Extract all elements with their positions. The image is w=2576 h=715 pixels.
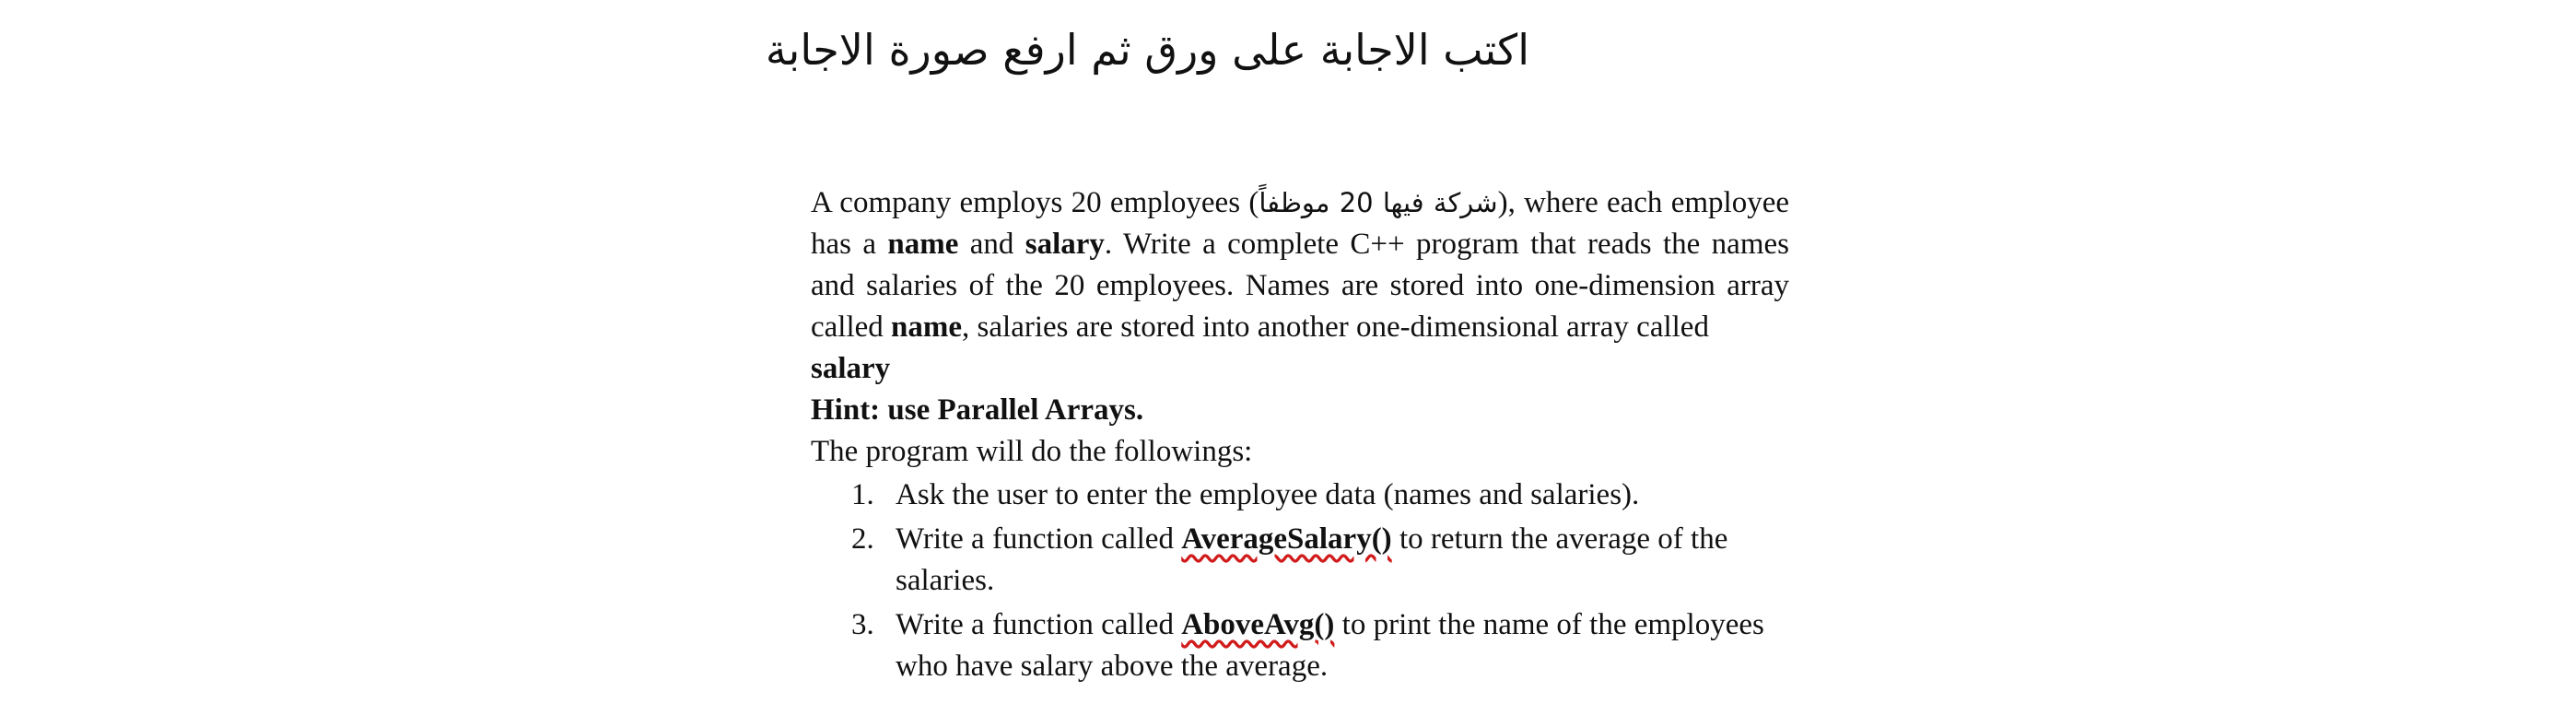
function-above-avg: AboveAvg() [1181,608,1335,641]
task-list [811,475,1789,687]
task-text-1: Ask the user to enter the employee data (names and salaries). [896,478,1640,511]
arabic-instruction-heading: اكتب الاجابة على ورق ثم ارفع صورة الاجابة [765,25,1529,75]
intro-line: The program will do the followings: [811,435,1253,468]
function-average-salary: AverageSalary() [1181,522,1392,556]
hint-line [811,390,1789,431]
arabic-translation-note: شركة فيها 20 موظفاً [1259,187,1498,218]
task-number-2: 2. [851,522,874,556]
question-body [811,182,1789,687]
bold-name-word: name [887,228,959,261]
task-item-3 [811,604,1789,687]
task-text-2-before: Write a function called [896,522,1182,556]
paragraph-text-2: ), where each employee has a [811,186,1789,261]
paragraph-text-1: A company employs 20 employees ( [811,186,1259,219]
problem-paragraph [811,182,1789,390]
bold-salary-array: salary [811,352,891,385]
paragraph-text-5: , salaries are stored into another one-dimensional array called [962,311,1709,344]
paragraph-text-4: . Write a complete C++ program that reads the names and salaries of the 20 employees. Names are stored into one-dimension array called [811,228,1789,344]
task-item-1 [811,475,1789,516]
paragraph-text-3: and [958,228,1025,261]
task-item-2 [811,519,1789,602]
task-number-1: 1. [851,478,874,511]
bold-salary-word: salary [1025,228,1105,261]
task-text-2-after: to return the average of the salaries. [896,522,1728,597]
task-text-3-after: to print the name of the employees who have salary above the average. [896,608,1764,683]
task-number-3: 3. [851,608,874,641]
hint-text: Hint: use Parallel Arrays. [811,393,1144,427]
bold-name-array: name [891,311,963,344]
task-text-3-before: Write a function called [896,608,1182,641]
